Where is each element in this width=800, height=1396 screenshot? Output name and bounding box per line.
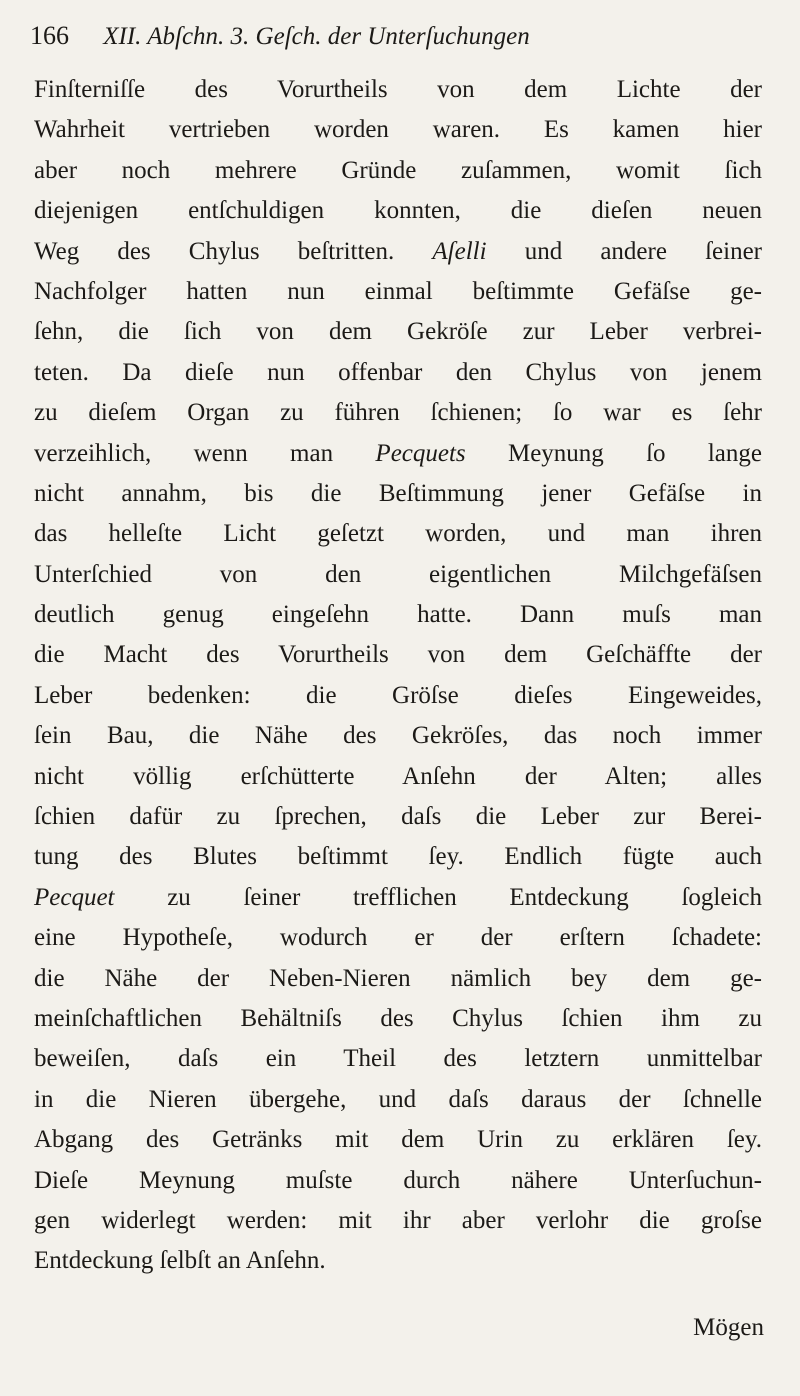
text-run: tung des Blutes beſtimmt ſey. Endlich fügte auch xyxy=(34,843,762,871)
text-run: Entdeckung ſelbſt an Anſehn. xyxy=(34,1247,326,1275)
text-run: Wahrheit vertrieben worden waren. Es kamen hier xyxy=(34,116,762,144)
text-run: zu dieſem Organ zu führen ſchienen; ſo war es ſehr xyxy=(34,399,762,427)
text-run: eine Hypotheſe, wodurch er der erſtern ſchadete: xyxy=(34,924,762,952)
text-line xyxy=(34,878,762,918)
text-line xyxy=(34,716,762,756)
text-line xyxy=(34,514,762,554)
text-run: Abgang des Getränks mit dem Urin zu erklären ſey. xyxy=(34,1126,762,1154)
text-run: beweiſen, daſs ein Theil des letztern unmittelbar xyxy=(34,1045,762,1073)
page-number: 166 xyxy=(30,21,69,50)
text-line xyxy=(34,797,762,837)
text-line xyxy=(34,232,762,272)
text-line xyxy=(34,393,762,433)
text-run: ſein Bau, die Nähe des Gekröſes, das noch immer xyxy=(34,722,762,750)
text-run: Meynung ſo lange xyxy=(465,439,762,467)
text-line xyxy=(34,353,762,393)
text-line xyxy=(34,151,762,191)
text-run: die Macht des Vorurtheils von dem Geſchäffte der xyxy=(34,641,762,669)
text-line xyxy=(34,312,762,352)
text-run: teten. Da dieſe nun offenbar den Chylus von jenem xyxy=(34,358,762,386)
text-line xyxy=(34,757,762,797)
text-run: meinſchaftlichen Behältniſs des Chylus ſchien ihm zu xyxy=(34,1004,762,1032)
text-line xyxy=(34,1120,762,1160)
text-line xyxy=(34,676,762,716)
text-line xyxy=(34,70,762,110)
text-line xyxy=(34,191,762,231)
text-run: Nachfolger hatten nun einmal beſtimmte Gefäſse ge- xyxy=(34,277,762,305)
text-run: diejenigen entſchuldigen konnten, die dieſen neuen xyxy=(34,197,762,225)
text-run: zu ſeiner trefflichen Entdeckung ſogleich xyxy=(114,883,762,911)
text-run: aber noch mehrere Gründe zuſammen, womit ſich xyxy=(34,156,762,184)
text-line xyxy=(34,434,762,474)
text-run: deutlich genug eingeſehn hatte. Dann muſs man xyxy=(34,601,762,629)
text-run: Dieſe Meynung muſste durch nähere Unterſuchun- xyxy=(34,1166,762,1194)
text-line xyxy=(34,959,762,999)
text-run: und andere ſeiner xyxy=(486,237,762,265)
text-line xyxy=(34,474,762,514)
text-line xyxy=(34,1241,762,1281)
text-line xyxy=(34,555,762,595)
text-run: Finſterniſſe des Vorurtheils von dem Lichte der xyxy=(34,76,762,103)
text-run: verzeihlich, wenn man xyxy=(34,439,376,467)
text-run: ſchien dafür zu ſprechen, daſs die Leber zur Berei- xyxy=(34,803,762,831)
text-run: das helleſte Licht geſetzt worden, und man ihren xyxy=(34,520,762,548)
text-run: die Nähe der Neben-Nieren nämlich bey dem ge- xyxy=(34,964,762,992)
text-line xyxy=(34,272,762,312)
text-run: Leber bedenken: die Gröſse dieſes Eingeweides, xyxy=(34,681,762,709)
italic-name: Pecquets xyxy=(375,439,466,467)
text-line xyxy=(34,999,762,1039)
catchword: Mögen xyxy=(693,1314,764,1341)
text-line xyxy=(34,1080,762,1120)
italic-name: Pecquet xyxy=(34,883,115,911)
text-run: ſehn, die ſich von dem Gekröſe zur Leber verbrei- xyxy=(34,318,762,346)
text-run: in die Nieren übergehe, und daſs daraus der ſchnelle xyxy=(34,1085,762,1113)
italic-name: Aſelli xyxy=(432,237,487,265)
text-run: Unterſchied von den eigentlichen Milchgefäſsen xyxy=(34,560,762,588)
text-run: nicht völlig erſchütterte Anſehn der Alten; alles xyxy=(34,762,762,790)
text-run: nicht annahm, bis die Beſtimmung jener Gefäſse in xyxy=(34,479,762,507)
text-line xyxy=(34,837,762,877)
text-run: Weg des Chylus beſtritten. xyxy=(34,237,433,265)
text-line xyxy=(34,110,762,150)
text-line xyxy=(34,1201,762,1241)
body-text xyxy=(34,70,762,1282)
text-run: gen widerlegt werden: mit ihr aber verlohr die groſse xyxy=(34,1206,762,1234)
running-header xyxy=(30,14,770,58)
text-line xyxy=(34,918,762,958)
text-line xyxy=(34,1161,762,1201)
text-line xyxy=(34,595,762,635)
text-line xyxy=(34,635,762,675)
text-line xyxy=(34,1039,762,1079)
running-title: XII. Abſchn. 3. Geſch. der Unterſuchungen xyxy=(103,23,530,50)
